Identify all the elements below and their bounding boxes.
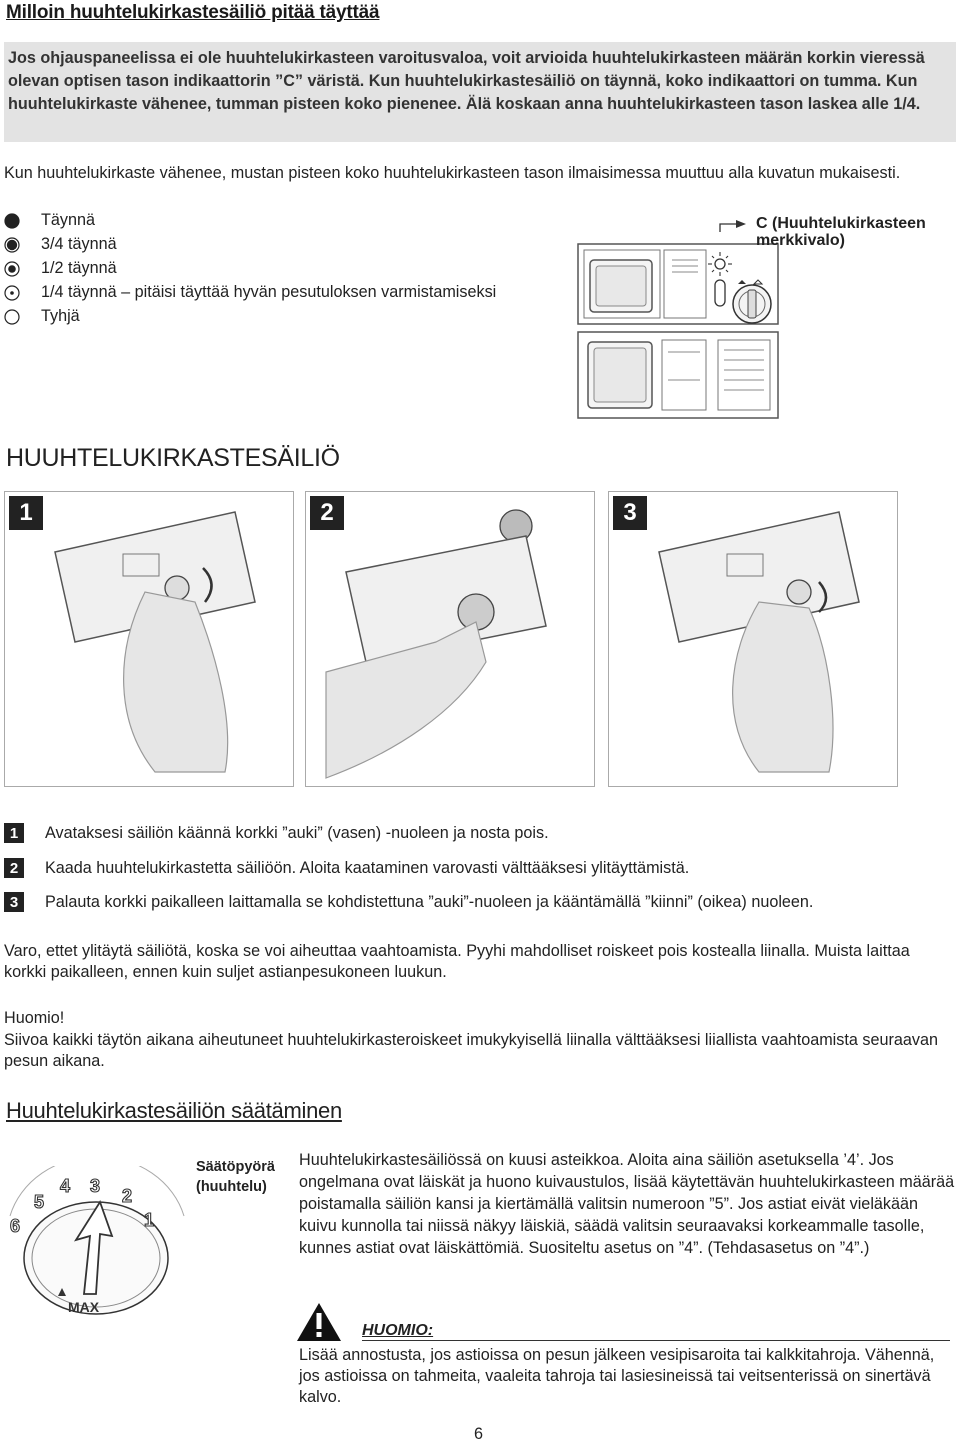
level-half xyxy=(4,259,117,278)
full-indicator-icon xyxy=(4,213,20,229)
step-text: Kaada huuhtelukirkastetta säiliöön. Aloita kaataminen varovasti välttääksesi ylitäyttämistä. xyxy=(45,858,690,877)
step-text: Palauta korkki paikalleen laittamalla se kohdistettuna ”auki”-nuoleen ja kääntämällä ”kiinni” (oikea) nuoleen. xyxy=(45,892,814,911)
dial-number-6: 6 xyxy=(10,1216,21,1236)
section-heading: HUUHTELUKIRKASTESÄILIÖ xyxy=(6,444,340,472)
level-three-quarter xyxy=(4,235,117,254)
dial-number-5: 5 xyxy=(34,1192,45,1212)
pour-illustration xyxy=(306,492,594,786)
step-1 xyxy=(4,823,549,843)
step-panel-1 xyxy=(4,491,294,787)
level-label: 1/4 täynnä – pitäisi täyttää hyvän pesutuloksen varmistamiseksi xyxy=(41,283,497,301)
caution-paragraph: Varo, ettet ylitäytä säiliötä, koska se voi aiheuttaa vaahtoamista. Pyyhi mahdolliset roiskeet pois kostealla liinalla. Muista laittaa korkki paikalleen, ennen kuin suljet astianpesukoneen luukun. xyxy=(4,942,910,981)
close-cap-illustration xyxy=(609,492,897,786)
huomio-paragraph: Siivoa kaikki täytön aikana aiheutuneet huuhtelukirkasteroiskeet imukykyisellä liinalla välttääksesi liiallista vaahtoamista seuraavan pesun aikana. xyxy=(4,1031,938,1070)
adjust-heading: Huuhtelukirkastesäiliön säätäminen xyxy=(6,1098,342,1123)
adjustment-dial-illustration xyxy=(4,1166,190,1322)
dial-label: Säätöpyörä (huuhtelu) xyxy=(196,1159,275,1195)
dial-number-3: 3 xyxy=(90,1176,101,1196)
intro-paragraph: Kun huuhtelukirkaste vähenee, mustan pisteen koko huuhtelukirkasteen tason ilmaisimessa muuttuu alla kuvatun mukaisesti. xyxy=(4,164,901,182)
step-number: 1 xyxy=(4,823,24,843)
dial-number-1: 1 xyxy=(144,1210,155,1230)
dial-number-4: 4 xyxy=(60,1176,71,1196)
step-3 xyxy=(4,892,813,912)
warning-paragraph: Lisää annostusta, jos astioissa on pesun jälkeen vesipisaroita tai kalkkitahroja. Vähennä, jos astioissa on tahmeita, vaaleita tahroja tai lasiesineissä tai veitsenterissä on sinertävä kalvo. xyxy=(299,1346,935,1406)
warning-title: HUOMIO: xyxy=(362,1322,950,1341)
indicator-label: C (Huuhtelukirkasteen merkkivalo) xyxy=(756,215,926,249)
step-number: 3 xyxy=(4,892,24,912)
level-label: Täynnä xyxy=(41,211,95,229)
level-full xyxy=(4,211,95,230)
level-label: Tyhjä xyxy=(41,307,80,325)
step-panel-2 xyxy=(305,491,595,787)
level-empty xyxy=(4,307,80,326)
step-panel-3 xyxy=(608,491,898,787)
level-quarter xyxy=(4,283,496,302)
quarter-indicator-icon xyxy=(4,285,20,301)
half-indicator-icon xyxy=(4,261,20,277)
step-number: 2 xyxy=(4,858,24,878)
step-2 xyxy=(4,858,689,878)
adjust-paragraph: Huuhtelukirkastesäiliössä on kuusi asteikkoa. Aloita aina säiliön asetuksella ’4’. Jos ongelmana ovat läiskät ja huono kuivaustulos, lisää käytettävän huuhtelukirkasteen määrää poistamalla säiliön kansi ja kiertämällä valitsin numeroon ”5”. Jos astiat eivät vieläkään kuivu kunnolla tai niissä näkyy läiskiä, säädä valitsin seuraavaksi korkeammalle tasolle, kunnes astiat ovat läiskättömiä. Suositeltu asetus on ”4”. (Tehdasasetus on ”4”.) xyxy=(299,1151,955,1257)
page-number: 6 xyxy=(474,1425,484,1443)
level-label: 1/2 täynnä xyxy=(41,259,117,277)
level-label: 3/4 täynnä xyxy=(41,235,117,253)
step-text: Avataksesi säiliön käännä korkki ”auki” (vasen) -nuoleen ja nosta pois. xyxy=(45,823,549,842)
panel-number: 3 xyxy=(613,496,647,530)
dial-number-2: 2 xyxy=(122,1186,133,1206)
warning-icon xyxy=(295,1301,343,1343)
dial-max-label: MAX xyxy=(68,1299,100,1315)
page-title: Milloin huuhtelukirkastesäiliö pitää täyttää xyxy=(6,2,380,23)
empty-indicator-icon xyxy=(4,309,20,325)
panel-number: 2 xyxy=(310,496,344,530)
huomio-heading: Huomio! xyxy=(4,1009,65,1027)
note-box: Jos ohjauspaneelissa ei ole huuhtelukirkasteen varoitusvaloa, voit arvioida huuhtelukirkasteen määrän korkin vieressä olevan optisen tason indikaattorin ”C” väristä. Kun huuhtelukirkastesäiliö on täynnä, koko indikaattori on tumma. Kun huuhtelukirkaste vähenee, tumman pisteen koko pienenee. Älä koskaan anna huuhtelukirkasteen tason laskea alle 1/4. xyxy=(4,42,956,142)
panel-number: 1 xyxy=(9,496,43,530)
three-quarter-indicator-icon xyxy=(4,237,20,253)
open-cap-illustration xyxy=(5,492,293,786)
dispenser-diagram xyxy=(572,220,812,420)
